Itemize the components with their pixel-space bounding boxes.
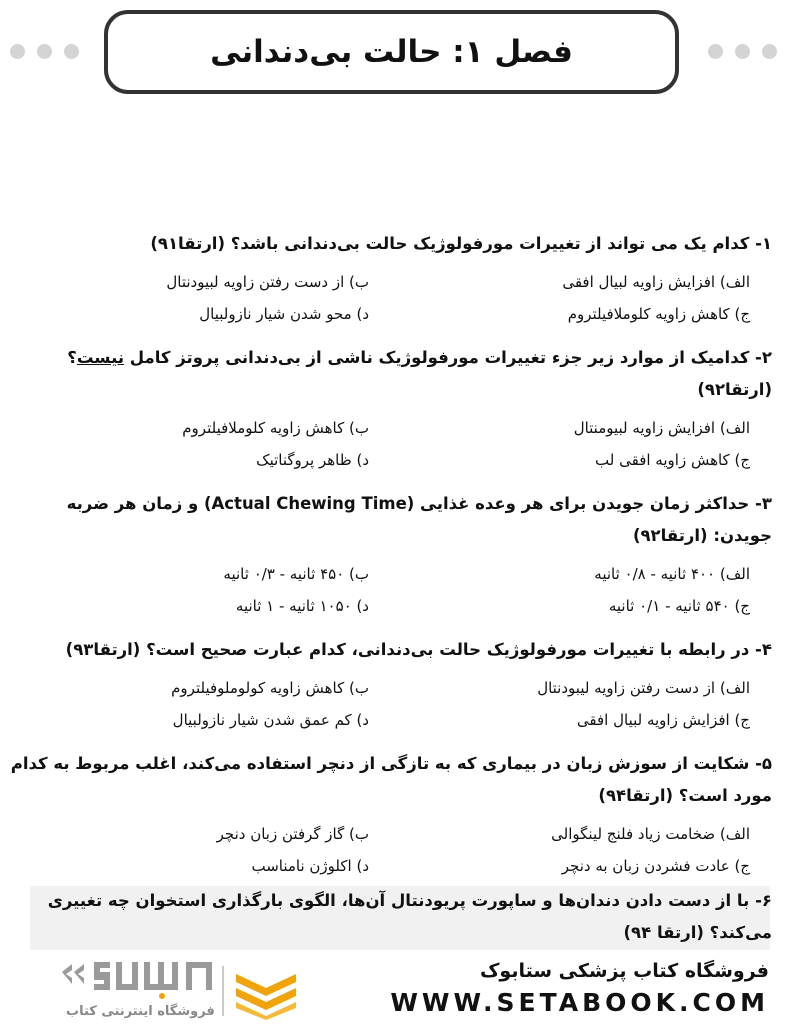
question-3: [10, 488, 772, 622]
options-grid: [10, 266, 772, 330]
question-4: [10, 634, 772, 736]
options-grid: [10, 672, 772, 736]
option: ب) گاز گرفتن زبان دنچر: [216, 825, 369, 843]
question-6: [10, 885, 772, 949]
option: الف) افزایش زاویه لبیال افقی: [562, 273, 750, 291]
question-2: [10, 342, 772, 476]
question-text: ۵- شکایت از سوزش زبان در بیماری که به تازگی از دنچر استفاده می‌کند، اغلب مربوط به کدام مورد است؟ (ارتقا۹۴): [10, 754, 772, 805]
option: الف) افزایش زاویه لبیومنتال: [573, 419, 750, 437]
question-text: ۶- با از دست دادن دندان‌ها و ساپورت پریودنتال آن‌ها، الگوی بارگذاری استخوان چه تغییری می‌کند؟ (ارتقا ۹۴): [47, 891, 772, 942]
setabook-wordmark-logo: [58, 954, 218, 1000]
question-text-part: ؟ (ارتقا۹۲): [67, 348, 772, 399]
option: ج) افزایش زاویه لبیال افقی: [576, 711, 750, 729]
store-name: فروشگاه کتاب پزشکی ستابوک: [479, 960, 769, 982]
options-grid: [10, 412, 772, 476]
option: الف) ۴۰۰ ثانیه - ۰/۸ ثانیه: [594, 565, 750, 583]
question-5: [10, 748, 772, 882]
setabook-logo-chevrons-icon: [232, 964, 300, 1020]
option: ب) کاهش زاویه کلوملافیلتروم: [182, 419, 369, 437]
question-1: [10, 228, 772, 330]
option: د) اکلوژن نامناسب: [251, 857, 369, 875]
question-text-part: ۲- کدامیک از موارد زیر جزء تغییرات مورفولوژیک ناشی از بی‌دندانی پروتز کامل: [124, 348, 772, 367]
option: ب) از دست رفتن زاویه لبیودنتال: [166, 273, 369, 291]
question-text: ۳- حداکثر زمان جویدن برای هر وعده غذایی (Actual Chewing Time) و زمان هر ضربه جویدن: (ارتقا۹۲): [66, 494, 772, 545]
option: د) ظاهر پروگناتیک: [256, 451, 369, 469]
option: ج) عادت فشردن زبان به دنچر: [561, 857, 750, 875]
option: ب) ۴۵۰ ثانیه - ۰/۳ ثانیه: [223, 565, 369, 583]
question-text: ۱- کدام یک می تواند از تغییرات مورفولوژیک حالت بی‌دندانی باشد؟ (ارتقا۹۱): [150, 234, 772, 253]
question-text: [10, 342, 772, 406]
dot: [762, 44, 777, 59]
store-url[interactable]: WWW.SETABOOK.COM: [390, 988, 769, 1017]
dot: [10, 44, 25, 59]
question-negation: نیست: [76, 348, 125, 367]
option: ب) کاهش زاویه کولوملوفیلتروم: [171, 679, 369, 697]
option: ج) ۵۴۰ ثانیه - ۰/۱ ثانیه: [608, 597, 750, 615]
logo-tagline: فروشگاه اینترنتی کتاب: [66, 1004, 215, 1019]
option: د) کم عمق شدن شیار نازولبیال: [172, 711, 369, 729]
option: د) ۱۰۵۰ ثانیه - ۱ ثانیه: [235, 597, 369, 615]
options-grid: [10, 558, 772, 622]
option: د) محو شدن شیار نازولبیال: [199, 305, 369, 323]
chapter-title: فصل ۱: حالت بی‌دندانی: [210, 34, 573, 70]
option: ج) کاهش زاویه کلوملافیلتروم: [567, 305, 750, 323]
footer-banner: [0, 950, 787, 1024]
decorative-dots-left: [10, 44, 79, 59]
question-list: [10, 228, 772, 894]
option: الف) ضخامت زیاد فلنج لینگوالی: [551, 825, 750, 843]
decorative-dots-right: [708, 44, 777, 59]
option: الف) از دست رفتن زاویه لیبودنتال: [537, 679, 750, 697]
dot: [735, 44, 750, 59]
dot: [708, 44, 723, 59]
dot: [37, 44, 52, 59]
question-text: ۴- در رابطه با تغییرات مورفولوژیک حالت بی‌دندانی، کدام عبارت صحیح است؟ (ارتقا۹۳): [65, 640, 772, 659]
dot: [64, 44, 79, 59]
options-grid: [10, 818, 772, 882]
logo-divider: [222, 966, 224, 1016]
option: ج) کاهش زاویه افقی لب: [595, 451, 750, 469]
